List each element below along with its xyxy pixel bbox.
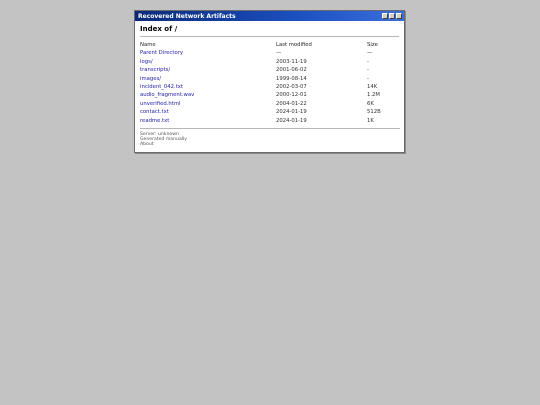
file-size: 1K <box>367 117 374 124</box>
table-row <box>140 108 400 116</box>
directory-listing <box>140 41 400 125</box>
file-date: 1999-08-14 <box>276 75 307 82</box>
minimize-icon[interactable] <box>382 13 388 19</box>
footer-divider <box>140 128 400 129</box>
table-row <box>140 100 400 108</box>
file-size: 14K <box>367 84 378 91</box>
table-row <box>140 117 400 125</box>
maximize-icon[interactable] <box>389 13 395 19</box>
server-info: Server: unknown <box>140 132 179 138</box>
file-date: 2024-01-19 <box>276 117 307 124</box>
window-controls <box>382 13 402 19</box>
window-title: Recovered Network Artifacts <box>138 12 236 20</box>
close-icon[interactable] <box>396 13 402 19</box>
page-footer <box>140 132 399 148</box>
file-size: - <box>367 67 369 74</box>
file-size: 1.2M <box>367 92 380 99</box>
title-bar[interactable] <box>135 11 404 21</box>
file-link[interactable]: images/ <box>140 75 162 82</box>
column-header-last-modified[interactable]: Last modified <box>276 42 312 48</box>
table-row <box>140 58 400 66</box>
page-content <box>135 21 404 148</box>
table-row <box>140 75 400 83</box>
file-size: - <box>367 75 369 82</box>
file-size: — <box>367 50 373 57</box>
generated-note: Generated manually <box>140 137 188 143</box>
page-title: Index of / <box>140 25 399 37</box>
file-link[interactable]: readme.txt <box>140 117 170 124</box>
file-date: 2002-03-07 <box>276 84 307 91</box>
file-date: — <box>276 50 282 57</box>
file-link[interactable]: transcripts/ <box>140 67 171 74</box>
browser-window <box>134 10 405 153</box>
table-row <box>140 66 400 74</box>
file-date: 2024-01-19 <box>276 109 307 116</box>
file-size: 512B <box>367 109 381 116</box>
table-row <box>140 49 400 57</box>
file-link[interactable]: audio_fragment.wav <box>140 92 195 99</box>
file-date: 2000-12-01 <box>276 92 307 99</box>
file-link[interactable]: incident_042.txt <box>140 84 183 91</box>
table-row <box>140 91 400 99</box>
parent-directory-link[interactable]: Parent Directory <box>140 50 184 57</box>
file-date: 2001-06-02 <box>276 67 307 74</box>
column-header-size[interactable]: Size <box>367 42 378 48</box>
about-link[interactable]: About <box>140 142 154 148</box>
file-link[interactable]: logs/ <box>140 58 153 65</box>
file-link[interactable]: unverified.html <box>140 100 181 107</box>
file-date: 2003-11-19 <box>276 58 307 65</box>
table-row <box>140 83 400 91</box>
table-header-row <box>140 41 400 49</box>
file-size: 6K <box>367 100 374 107</box>
file-size: - <box>367 58 369 65</box>
file-date: 2004-01-22 <box>276 100 307 107</box>
file-link[interactable]: contact.txt <box>140 109 169 116</box>
column-header-name[interactable]: Name <box>140 42 156 48</box>
